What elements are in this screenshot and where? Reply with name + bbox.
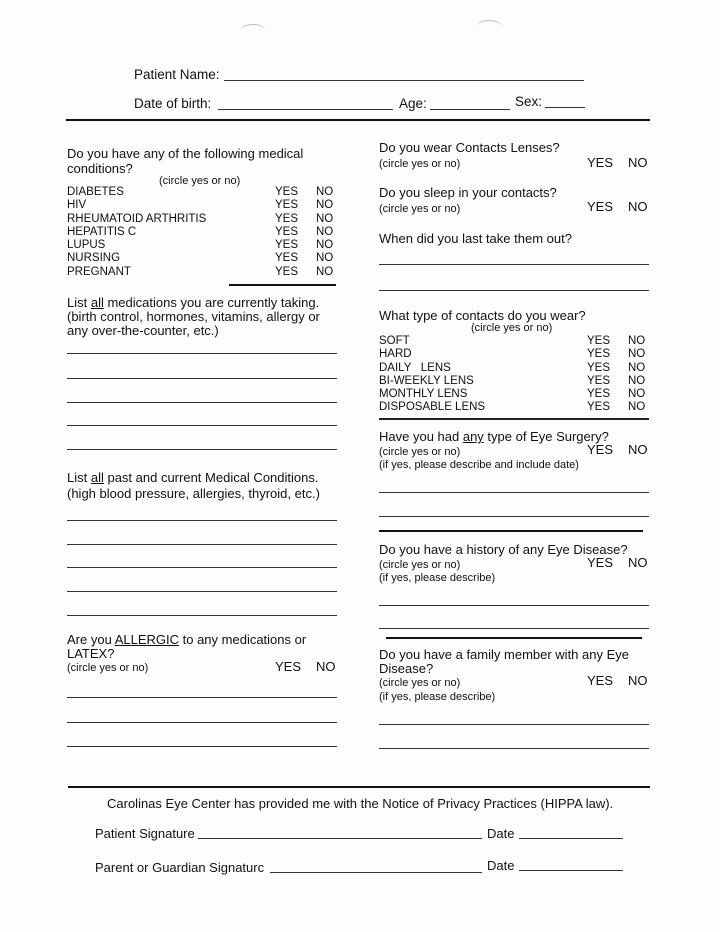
family-eye-no-option[interactable]: NO	[628, 673, 648, 688]
yes-option[interactable]: YES	[275, 252, 299, 265]
contacts-yes-option[interactable]: YES	[587, 155, 614, 170]
past-conditions-line-4[interactable]	[67, 591, 337, 592]
allergic-instruction: (circle yes or no)	[67, 662, 149, 674]
allergic-line-1[interactable]	[67, 697, 337, 698]
past-conditions-examples: (high blood pressure, allergies, thyroid, etc.)	[67, 486, 320, 501]
last-out-line-1[interactable]	[379, 264, 649, 265]
contact-type-label: MONTHLY LENS	[379, 388, 468, 401]
medications-examples-2: any over-the-counter, etc.)	[67, 323, 219, 338]
medications-examples-1: (birth control, hormones, vitamins, allergy or	[67, 309, 320, 324]
guardian-date-field[interactable]	[519, 870, 623, 871]
patient-signature-label: Patient Signature	[95, 826, 195, 841]
eye-surgery-note: (if yes, please describe and include date)	[379, 459, 579, 471]
patient-name-field[interactable]	[224, 80, 584, 81]
no-option[interactable]: NO	[628, 348, 646, 361]
privacy-notice: Carolinas Eye Center has provided me with the Notice of Privacy Practices (HIPPA law).	[107, 796, 614, 811]
no-option[interactable]: NO	[316, 265, 334, 278]
medications-line-1[interactable]	[67, 353, 337, 354]
family-eye-question: Do you have a family member with any Eye	[379, 647, 629, 662]
past-conditions-line-3[interactable]	[67, 567, 337, 568]
medications-line-4[interactable]	[67, 425, 337, 426]
allergic-no-option[interactable]: NO	[316, 659, 336, 674]
family-eye-instruction: (circle yes or no)	[379, 677, 461, 689]
sleep-question: Do you sleep in your contacts?	[379, 185, 557, 200]
eye-surgery-yes-option[interactable]: YES	[587, 442, 614, 457]
no-option[interactable]: NO	[316, 252, 334, 265]
medical-conditions-question: Do you have any of the following medical conditions?	[67, 146, 304, 176]
sleep-instruction: (circle yes or no)	[379, 203, 461, 215]
no-option[interactable]: NO	[316, 212, 334, 225]
no-option[interactable]: NO	[628, 335, 646, 347]
contact-type-label: HARD	[379, 348, 412, 361]
eye-disease-note: (if yes, please describe)	[379, 572, 496, 584]
family-eye-note: (if yes, please describe)	[379, 691, 496, 703]
condition-label: NURSING	[67, 252, 121, 265]
yes-option[interactable]: YES	[275, 225, 299, 238]
dob-field[interactable]	[218, 109, 393, 110]
allergic-question	[67, 632, 306, 647]
contact-type-label: DISPOSABLE LENS	[379, 401, 486, 414]
patient-name-label: Patient Name:	[134, 67, 220, 82]
past-conditions-question	[67, 470, 318, 485]
eye-surgery-question	[379, 429, 609, 444]
footer-divider	[68, 786, 650, 788]
eye-surgery-question-emphasis: any	[462, 429, 484, 444]
patient-date-field[interactable]	[519, 838, 623, 839]
condition-label: DIABETES	[67, 186, 124, 198]
medications-line-3[interactable]	[67, 402, 337, 403]
allergic-yes-option[interactable]: YES	[275, 659, 302, 674]
eye-surgery-no-option[interactable]: NO	[628, 442, 648, 457]
dob-label: Date of birth:	[134, 96, 212, 111]
family-eye-yes-option[interactable]: YES	[587, 673, 614, 688]
medications-question	[67, 295, 319, 310]
left-section-divider	[229, 284, 336, 286]
yes-option[interactable]: YES	[275, 239, 299, 252]
yes-option[interactable]: YES	[587, 374, 611, 387]
eye-disease-no-option[interactable]: NO	[628, 555, 648, 570]
condition-label: HEPATITIS C	[67, 225, 137, 238]
contact-type-label: BI-WEEKLY LENS	[379, 374, 474, 387]
eye-surgery-question-pre: Have you had	[379, 429, 463, 444]
sex-label: Sex:	[515, 94, 543, 109]
sleep-yes-option[interactable]: YES	[587, 199, 614, 214]
eye-disease-yes-option[interactable]: YES	[587, 555, 614, 570]
no-option[interactable]: NO	[628, 361, 646, 374]
past-conditions-line-2[interactable]	[67, 544, 337, 545]
family-eye-question-line2: Disease?	[379, 661, 434, 676]
yes-option[interactable]: YES	[587, 388, 611, 401]
eye-disease-instruction: (circle yes or no)	[379, 559, 461, 571]
allergic-line-3[interactable]	[67, 746, 337, 747]
contact-type-label: DAILY LENS	[379, 361, 451, 374]
sleep-no-option[interactable]: NO	[628, 199, 648, 214]
no-option[interactable]: NO	[628, 388, 646, 401]
contact-type-question: What type of contacts do you wear?	[379, 308, 586, 323]
past-conditions-question-post: past and current Medical Conditions.	[103, 470, 319, 485]
no-option[interactable]: NO	[316, 199, 334, 212]
header-divider	[66, 119, 650, 121]
yes-option[interactable]: YES	[587, 361, 611, 374]
right-section-divider-1	[379, 418, 649, 420]
no-option[interactable]: NO	[316, 239, 334, 252]
medications-question-pre: List	[67, 295, 91, 310]
no-option[interactable]: NO	[316, 186, 334, 198]
past-conditions-question-pre: List	[67, 470, 91, 485]
punch-hole-mark-left	[240, 24, 266, 38]
medical-conditions-no-col	[316, 186, 333, 279]
contacts-no-option[interactable]: NO	[628, 155, 648, 170]
punch-hole-mark-right	[476, 20, 502, 34]
past-conditions-line-1[interactable]	[67, 520, 337, 521]
right-section-divider-2	[379, 530, 643, 532]
medications-question-post: medications you are currently taking.	[103, 295, 320, 310]
contact-type-list	[379, 335, 485, 415]
allergic-question-line2: LATEX?	[67, 646, 115, 661]
condition-label: HIV	[67, 199, 87, 212]
condition-label: RHEUMATOID ARTHRITIS	[67, 212, 207, 225]
last-out-question: When did you last take them out?	[379, 231, 572, 246]
medications-line-2[interactable]	[67, 378, 337, 379]
contacts-question: Do you wear Contacts Lenses?	[379, 140, 560, 155]
allergic-question-pre: Are you	[67, 632, 115, 647]
eye-surgery-question-post: type of Eye Surgery?	[483, 429, 609, 444]
medical-conditions-instruction: (circle yes or no)	[159, 175, 241, 187]
contact-type-label: SOFT	[379, 335, 410, 347]
medications-question-emphasis: all	[90, 295, 104, 310]
yes-option[interactable]: YES	[587, 348, 611, 361]
eye-disease-question: Do you have a history of any Eye Disease?	[379, 542, 628, 557]
no-option[interactable]: NO	[316, 225, 334, 238]
last-out-line-2[interactable]	[379, 290, 649, 291]
allergic-question-emphasis: ALLERGIC	[114, 632, 180, 647]
no-option[interactable]: NO	[628, 374, 646, 387]
eye-surgery-instruction: (circle yes or no)	[379, 446, 461, 458]
eye-surgery-line-1[interactable]	[379, 492, 649, 493]
family-eye-line-2[interactable]	[379, 748, 649, 749]
eye-surgery-line-2[interactable]	[379, 516, 649, 517]
medical-conditions-list	[67, 186, 206, 279]
patient-date-label: Date	[487, 826, 515, 841]
guardian-date-label: Date	[487, 858, 515, 873]
age-label: Age:	[399, 96, 427, 111]
medications-line-5[interactable]	[67, 449, 337, 450]
allergic-line-2[interactable]	[67, 722, 337, 723]
yes-option[interactable]: YES	[587, 335, 611, 347]
yes-option[interactable]: YES	[275, 212, 299, 225]
medical-conditions-yes-col	[275, 186, 298, 279]
past-conditions-line-5[interactable]	[67, 615, 337, 616]
right-section-divider-3	[386, 637, 642, 639]
condition-label: LUPUS	[67, 239, 106, 252]
yes-option[interactable]: YES	[275, 186, 299, 198]
guardian-signature-field[interactable]	[270, 872, 482, 873]
contact-type-instruction: (circle yes or no)	[471, 322, 553, 334]
eye-disease-line-1[interactable]	[379, 605, 649, 606]
allergic-question-post: to any medications or	[179, 632, 307, 647]
contacts-instruction: (circle yes or no)	[379, 158, 461, 170]
contact-type-no-col	[628, 335, 645, 415]
past-conditions-question-emphasis: all	[90, 470, 104, 485]
no-option[interactable]: NO	[628, 401, 646, 414]
guardian-signature-label: Parent or Guardian Signaturc	[95, 860, 265, 875]
patient-signature-field[interactable]	[198, 838, 482, 839]
age-field[interactable]	[430, 109, 510, 110]
sex-field[interactable]	[545, 107, 585, 108]
family-eye-line-1[interactable]	[379, 724, 649, 725]
eye-disease-line-2[interactable]	[379, 628, 649, 629]
yes-option[interactable]: YES	[587, 401, 611, 414]
yes-option[interactable]: YES	[275, 265, 299, 278]
contact-type-yes-col	[587, 335, 610, 415]
yes-option[interactable]: YES	[275, 199, 299, 212]
condition-label: PREGNANT	[67, 265, 131, 278]
